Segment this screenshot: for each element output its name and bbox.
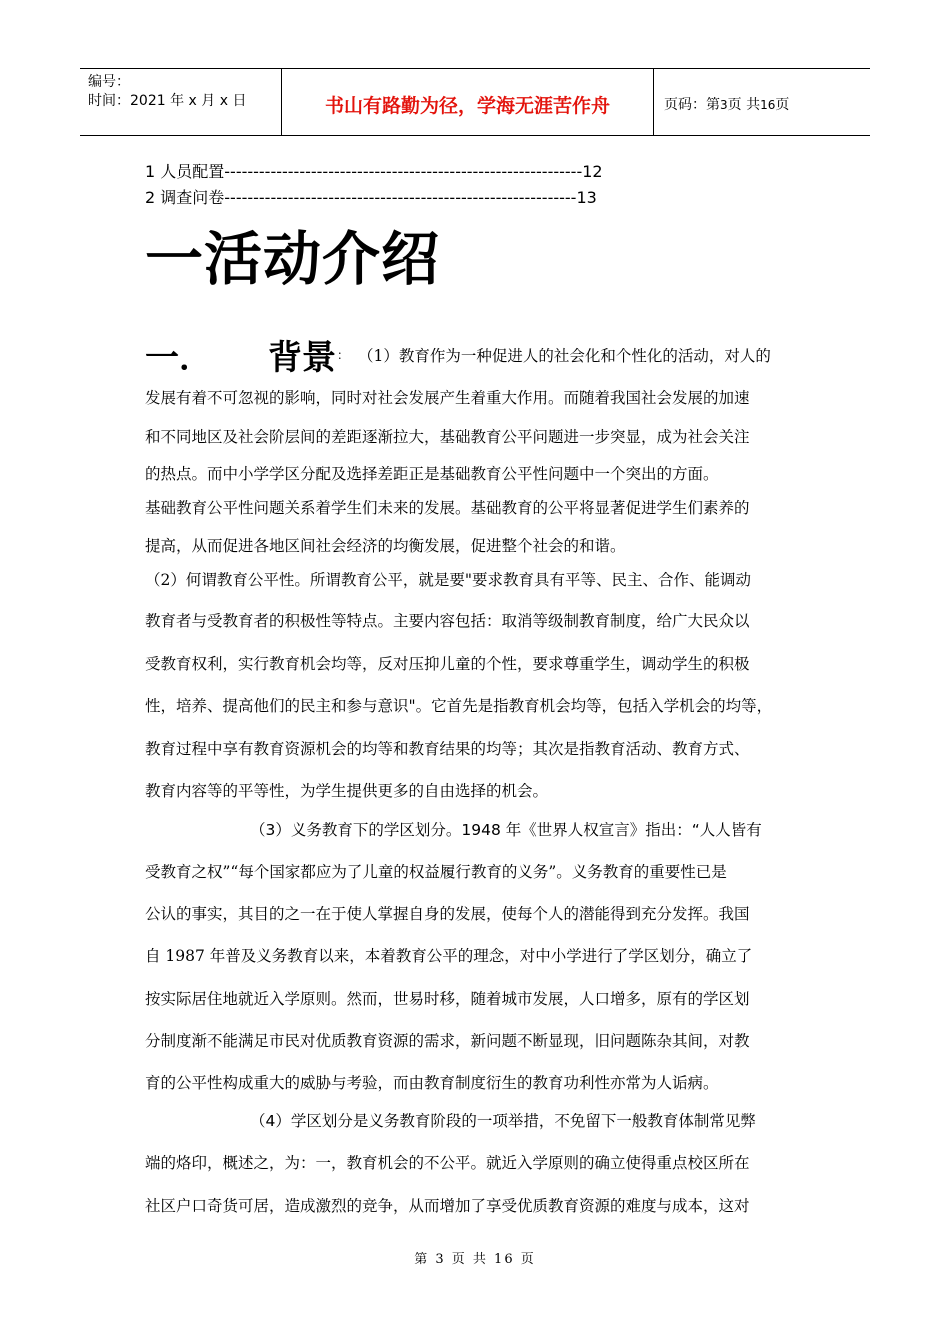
body-line: （1）教育作为一种促进人的社会化和个性化的活动，对人的 — [358, 347, 771, 365]
section-colon: ： — [337, 348, 350, 362]
page-number: 3 — [720, 98, 728, 112]
body-line: 和不同地区及社会阶层间的差距逐渐拉大，基础教育公平问题进一步突显，成为社会关注 — [145, 428, 750, 446]
toc-entry: 1 人员配置--------------------------------------------------------------12 — [145, 162, 603, 181]
body-line: （2）何谓教育公平性。所谓教育公平，就是要"要求教育具有平等、民主、合作、能调动 — [145, 571, 751, 589]
toc-entry: 2 调查问卷-------------------------------------------------------------13 — [145, 188, 597, 207]
body-line: 分制度渐不能满足市民对优质教育资源的需求，新问题不断显现，旧问题陈杂其间，对教 — [145, 1032, 750, 1050]
date-label: 时间：2021 年 x 月 x 日 — [88, 93, 247, 109]
body-line: 的热点。而中小学学区分配及选择差距正是基础教育公平性问题中一个突出的方面。 — [145, 465, 719, 483]
body-line: 公认的事实，其目的之一在于使人掌握自身的发展，使每个人的潜能得到充分发挥。我国 — [145, 905, 750, 923]
page-footer: 第 3 页 共 16 页 — [414, 1252, 536, 1267]
body-line: 提高，从而促进各地区间社会经济的均衡发展，促进整个社会的和谐。 — [145, 537, 626, 555]
page-end-label: 页 — [775, 97, 790, 113]
page-label: 页码：第 — [664, 97, 720, 113]
header-meta — [88, 73, 246, 111]
page-title: 一活动介绍 — [145, 225, 441, 293]
header-motto: 书山有路勤为径，学海无涯苦作舟 — [324, 95, 610, 117]
header-divider — [653, 69, 654, 135]
body-line: 性，培养、提高他们的民主和参与意识"。它首先是指教育机会均等，包括入学机会的均等， — [145, 697, 773, 715]
section-heading: 背景 — [268, 338, 336, 378]
body-line: 教育者与受教育者的积极性等特点。主要内容包括：取消等级制教育制度，给广大民众以 — [145, 612, 750, 630]
body-line: 发展有着不可忽视的影响，同时对社会发展产生着重大作用。而随着我国社会发展的加速 — [145, 389, 750, 407]
body-line: （4）学区划分是义务教育阶段的一项举措，不免留下一般教育体制常见弊 — [250, 1112, 756, 1130]
body-line: 端的烙印，概述之，为：一，教育机会的不公平。就近入学原则的确立使得重点校区所在 — [145, 1154, 750, 1172]
header-page-info — [664, 94, 789, 114]
body-line: （3）义务教育下的学区划分。1948 年《世界人权宣言》指出：“人人皆有 — [250, 821, 762, 839]
body-line: 基础教育公平性问题关系着学生们未来的发展。基础教育的公平将显著促进学生们素养的 — [145, 499, 750, 517]
section-number: 一． — [145, 338, 213, 378]
body-line: 按实际居住地就近入学原则。然而，世易时移，随着城市发展，人口增多，原有的学区划 — [145, 990, 750, 1008]
page-header — [80, 68, 870, 136]
code-label: 编号： — [88, 74, 130, 90]
page-total: 16 — [760, 98, 776, 112]
body-line: 育的公平性构成重大的威胁与考验，而由教育制度衍生的教育功利性亦常为人诟病。 — [145, 1074, 719, 1092]
body-line: 教育过程中享有教育资源机会的均等和教育结果的均等；其次是指教育活动、教育方式、 — [145, 740, 750, 758]
body-line: 受教育之权”“每个国家都应为了儿童的权益履行教育的义务”。义务教育的重要性已是 — [145, 863, 727, 881]
body-line: 社区户口奇货可居，造成激烈的竞争，从而增加了享受优质教育资源的难度与成本，这对 — [145, 1197, 750, 1215]
body-line: 自 1987 年普及义务教育以来，本着教育公平的理念，对中小学进行了学区划分，确立了 — [145, 947, 753, 965]
page-of-label: 页 共 — [727, 97, 761, 113]
body-line: 教育内容等的平等性，为学生提供更多的自由选择的机会。 — [145, 782, 549, 800]
body-line: 受教育权利，实行教育机会均等，反对压抑儿童的个性，要求尊重学生，调动学生的积极 — [145, 655, 750, 673]
